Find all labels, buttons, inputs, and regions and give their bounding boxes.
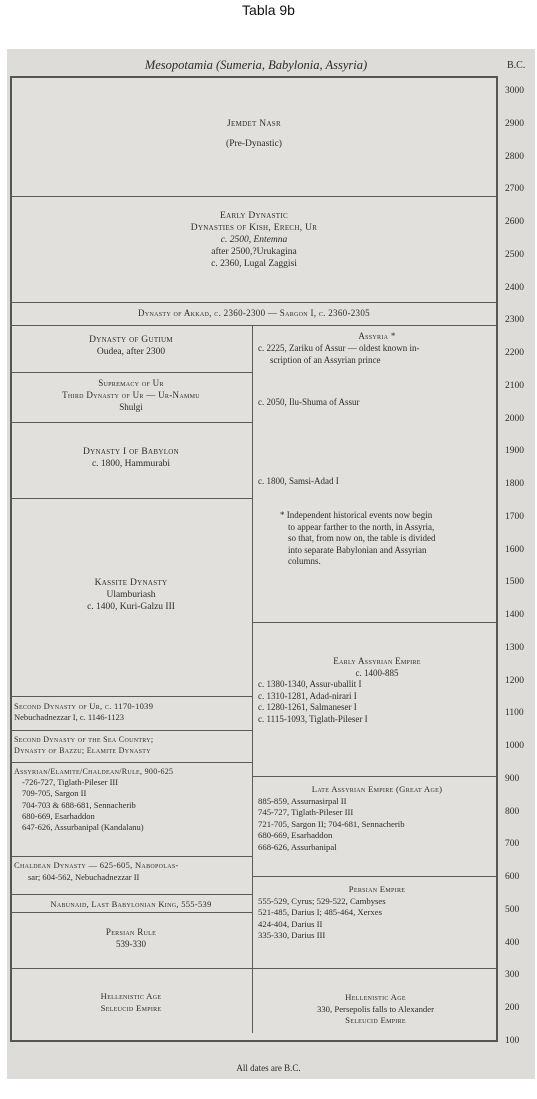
cell-line: Dynasty of Gutium: [89, 335, 173, 345]
cell-line: Seleucid Empire: [100, 1003, 162, 1013]
persian-empire-cell: [258, 884, 496, 942]
divider: [10, 856, 252, 857]
cell-line: Persian Empire: [348, 884, 406, 894]
cell-line: 424-404, Darius II: [258, 918, 323, 929]
cell-line: 721-705, Sargon II; 704-681, Sennacherib: [258, 818, 405, 829]
jemdet-nasr-cell: [10, 118, 498, 150]
cell-line: Oudea, after 2300: [96, 347, 166, 357]
page-title: Tabla 9b: [242, 2, 295, 18]
divider: [10, 325, 498, 326]
cell-line: 680-669, Esarhaddon: [22, 810, 95, 821]
year-tick-label: 500: [505, 905, 520, 915]
cell-line: 704-703 & 688-681, Sennacherib: [22, 799, 136, 810]
cell-line: 521-485, Darius I; 485-464, Xerxes: [258, 907, 383, 917]
cell-line: scription of an Assyrian prince: [270, 355, 381, 365]
cell-line: Assyrian/Elamite/Chaldean/Rule, 900-625: [14, 767, 174, 776]
assyrian-rule-cell: [14, 766, 250, 833]
cell-line: Chaldean Dynasty — 625-605, Nabopolas-: [14, 860, 179, 870]
cell-line: c. 2500, Entemna: [220, 235, 288, 245]
bc-column-label: B.C.: [507, 60, 526, 71]
babylon-dynasty-cell: [10, 446, 252, 470]
cell-line: columns.: [288, 556, 321, 566]
cell-line: c. 2225, Zariku of Assur — oldest known in-: [258, 343, 420, 353]
ilu-shuma-cell: c. 2050, Ilu-Shuma of Assur: [258, 397, 360, 407]
cell-line: c. 1380-1340, Assur-uballit I: [258, 679, 362, 689]
cell-line: c. 1400, Kuri-Galzu III: [87, 602, 175, 612]
divider: [253, 876, 498, 877]
cell-line: Late Assyrian Empire (Great Age): [311, 784, 443, 794]
cell-line: Third Dynasty of Ur — Ur-Nammu: [62, 390, 200, 400]
cell-line: 745-727, Tiglath-Pileser III: [258, 807, 354, 817]
cell-line: into separate Babylonian and Assyrian: [288, 544, 427, 555]
cell-line: c. 1400-885: [355, 667, 399, 678]
cell-line: so that, from now on, the table is divided: [288, 533, 436, 543]
cell-line: 709-705, Sargon II: [22, 788, 87, 799]
sea-country-dynasty-cell: [14, 734, 250, 756]
cell-line: Jemdet Nasr: [227, 119, 281, 129]
cell-line: 335-330, Darius III: [258, 930, 326, 940]
year-tick-label: 100: [505, 1036, 520, 1046]
year-tick-label: 2200: [505, 348, 524, 358]
year-tick-label: 1600: [505, 545, 524, 555]
cell-line: c. 1115-1093, Tiglath-Pileser I: [258, 713, 368, 724]
cell-line: 885-859, Assurnasirpal II: [258, 795, 347, 806]
akkad-dynasty-cell: Dynasty of Akkad, c. 2360-2300 — Sargon I, c. 2360-2305: [138, 308, 370, 318]
cell-line: Ulamburiash: [106, 590, 156, 600]
cell-line: Dynasties of Kish, Erech, Ur: [190, 223, 318, 233]
kassite-dynasty-cell: [10, 577, 252, 613]
cell-line: c. 1800, Hammurabi: [91, 459, 171, 469]
divider: [10, 912, 252, 913]
year-tick-label: 2900: [505, 119, 524, 129]
year-tick-label: 1300: [505, 643, 524, 653]
divider: [10, 422, 252, 423]
chaldean-dynasty-cell: [14, 860, 250, 883]
early-dynastic-cell: [10, 210, 498, 270]
cell-line: Seleucid Empire: [345, 1015, 406, 1025]
divider: [10, 498, 252, 499]
year-tick-label: 1900: [505, 446, 524, 456]
cell-line: Early Assyrian Empire: [333, 656, 421, 666]
divider: [10, 302, 498, 303]
cell-line: (Pre-Dynastic): [226, 139, 282, 149]
cell-line: sar; 604-562, Nebuchadnezzar II: [28, 871, 140, 882]
year-tick-label: 2400: [505, 283, 524, 293]
year-tick-label: 800: [505, 807, 520, 817]
divider: [253, 622, 498, 623]
cell-line: Dynasty of Bazzu; Elamite Dynasty: [14, 746, 151, 755]
year-tick-label: 200: [505, 1003, 520, 1013]
cell-line: Hellenistic Age: [345, 992, 406, 1002]
year-tick-label: 1500: [505, 577, 524, 587]
year-tick-label: 400: [505, 938, 520, 948]
cell-line: * Independent historical events now begin: [280, 510, 433, 520]
year-tick-label: 1700: [505, 512, 524, 522]
divider: [10, 968, 498, 969]
year-tick-label: 1800: [505, 479, 524, 489]
independent-events-note: [280, 510, 496, 568]
year-tick-label: 2800: [505, 152, 524, 162]
divider: [253, 776, 498, 777]
persian-rule-cell: [10, 926, 252, 950]
year-tick-label: 2700: [505, 184, 524, 194]
shamsi-adad-cell: c. 1800, Samsi-Adad I: [258, 476, 339, 486]
year-tick-label: 2500: [505, 250, 524, 260]
cell-line: Assyria *: [358, 331, 396, 341]
year-tick-label: 900: [505, 774, 520, 784]
divider: [10, 696, 252, 697]
gutium-cell: [10, 334, 252, 358]
divider: [10, 894, 252, 895]
cell-line: c. 2360, Lugal Zaggisi: [211, 259, 297, 269]
late-assyrian-empire-cell: [258, 784, 496, 853]
divider: [10, 196, 498, 197]
cell-line: Second Dynasty of the Sea Country;: [14, 735, 154, 744]
year-tick-label: 1200: [505, 676, 524, 686]
cell-line: c. 1280-1261, Salmaneser I: [258, 702, 357, 712]
cell-line: Second Dynasty of Ur, c. 1170-1039: [14, 701, 154, 711]
year-tick-label: 700: [505, 839, 520, 849]
year-tick-label: 2100: [505, 381, 524, 391]
hellenistic-age-right-cell: [253, 992, 498, 1027]
assyria-cell: [258, 330, 496, 366]
divider: [10, 730, 252, 731]
cell-line: Hellenistic Age: [100, 991, 162, 1001]
year-tick-label: 3000: [505, 86, 524, 96]
cell-line: c. 1310-1281, Adad-nirari I: [258, 690, 357, 701]
cell-line: 680-669, Esarhaddon: [258, 830, 333, 840]
nabunaid-cell: Nabunaid, Last Babylonian King, 555-539: [50, 899, 212, 909]
cell-line: Persian Rule: [105, 927, 157, 937]
divider: [10, 372, 252, 373]
early-assyrian-empire-cell: [258, 656, 496, 725]
divider: [10, 762, 252, 763]
table-header-title: Mesopotamia (Sumeria, Babylonia, Assyria): [144, 58, 368, 72]
year-tick-label: 2600: [505, 217, 524, 227]
year-tick-label: 600: [505, 872, 520, 882]
column-divider: [252, 325, 253, 1033]
year-tick-label: 300: [505, 970, 520, 980]
cell-line: Shulgi: [119, 402, 143, 412]
year-tick-label: 1400: [505, 610, 524, 620]
cell-line: 330, Persepolis falls to Alexander: [316, 1003, 435, 1014]
cell-line: after 2500,?Urukagina: [211, 247, 297, 257]
cell-line: Kassite Dynasty: [94, 578, 168, 588]
cell-line: Early Dynastic: [220, 211, 288, 221]
year-tick-label: 2000: [505, 414, 524, 424]
ur-supremacy-cell: [10, 377, 252, 413]
cell-line: 539-330: [116, 939, 146, 949]
cell-line: Supremacy of Ur: [98, 378, 164, 388]
second-ur-dynasty-cell: [14, 701, 250, 723]
year-tick-label: 1000: [505, 741, 524, 751]
cell-line: Nebuchadnezzar I, c. 1146-1123: [14, 712, 125, 722]
cell-line: Dynasty I of Babylon: [83, 447, 179, 457]
year-tick-label: 2300: [505, 315, 524, 325]
cell-line: 555-529, Cyrus; 529-522, Cambyses: [258, 895, 386, 906]
cell-line: -726-727, Tiglath-Pileser III: [22, 777, 119, 788]
cell-line: 668-626, Assurbanipal: [258, 841, 337, 852]
cell-line: 647-626, Assurbanipal (Kandalanu): [22, 822, 144, 833]
cell-line: to appear farther to the north, in Assyria,: [288, 521, 435, 532]
hellenistic-age-left-cell: [10, 990, 252, 1014]
footer-note: All dates are B.C.: [236, 1063, 301, 1073]
year-tick-label: 1100: [505, 708, 524, 718]
